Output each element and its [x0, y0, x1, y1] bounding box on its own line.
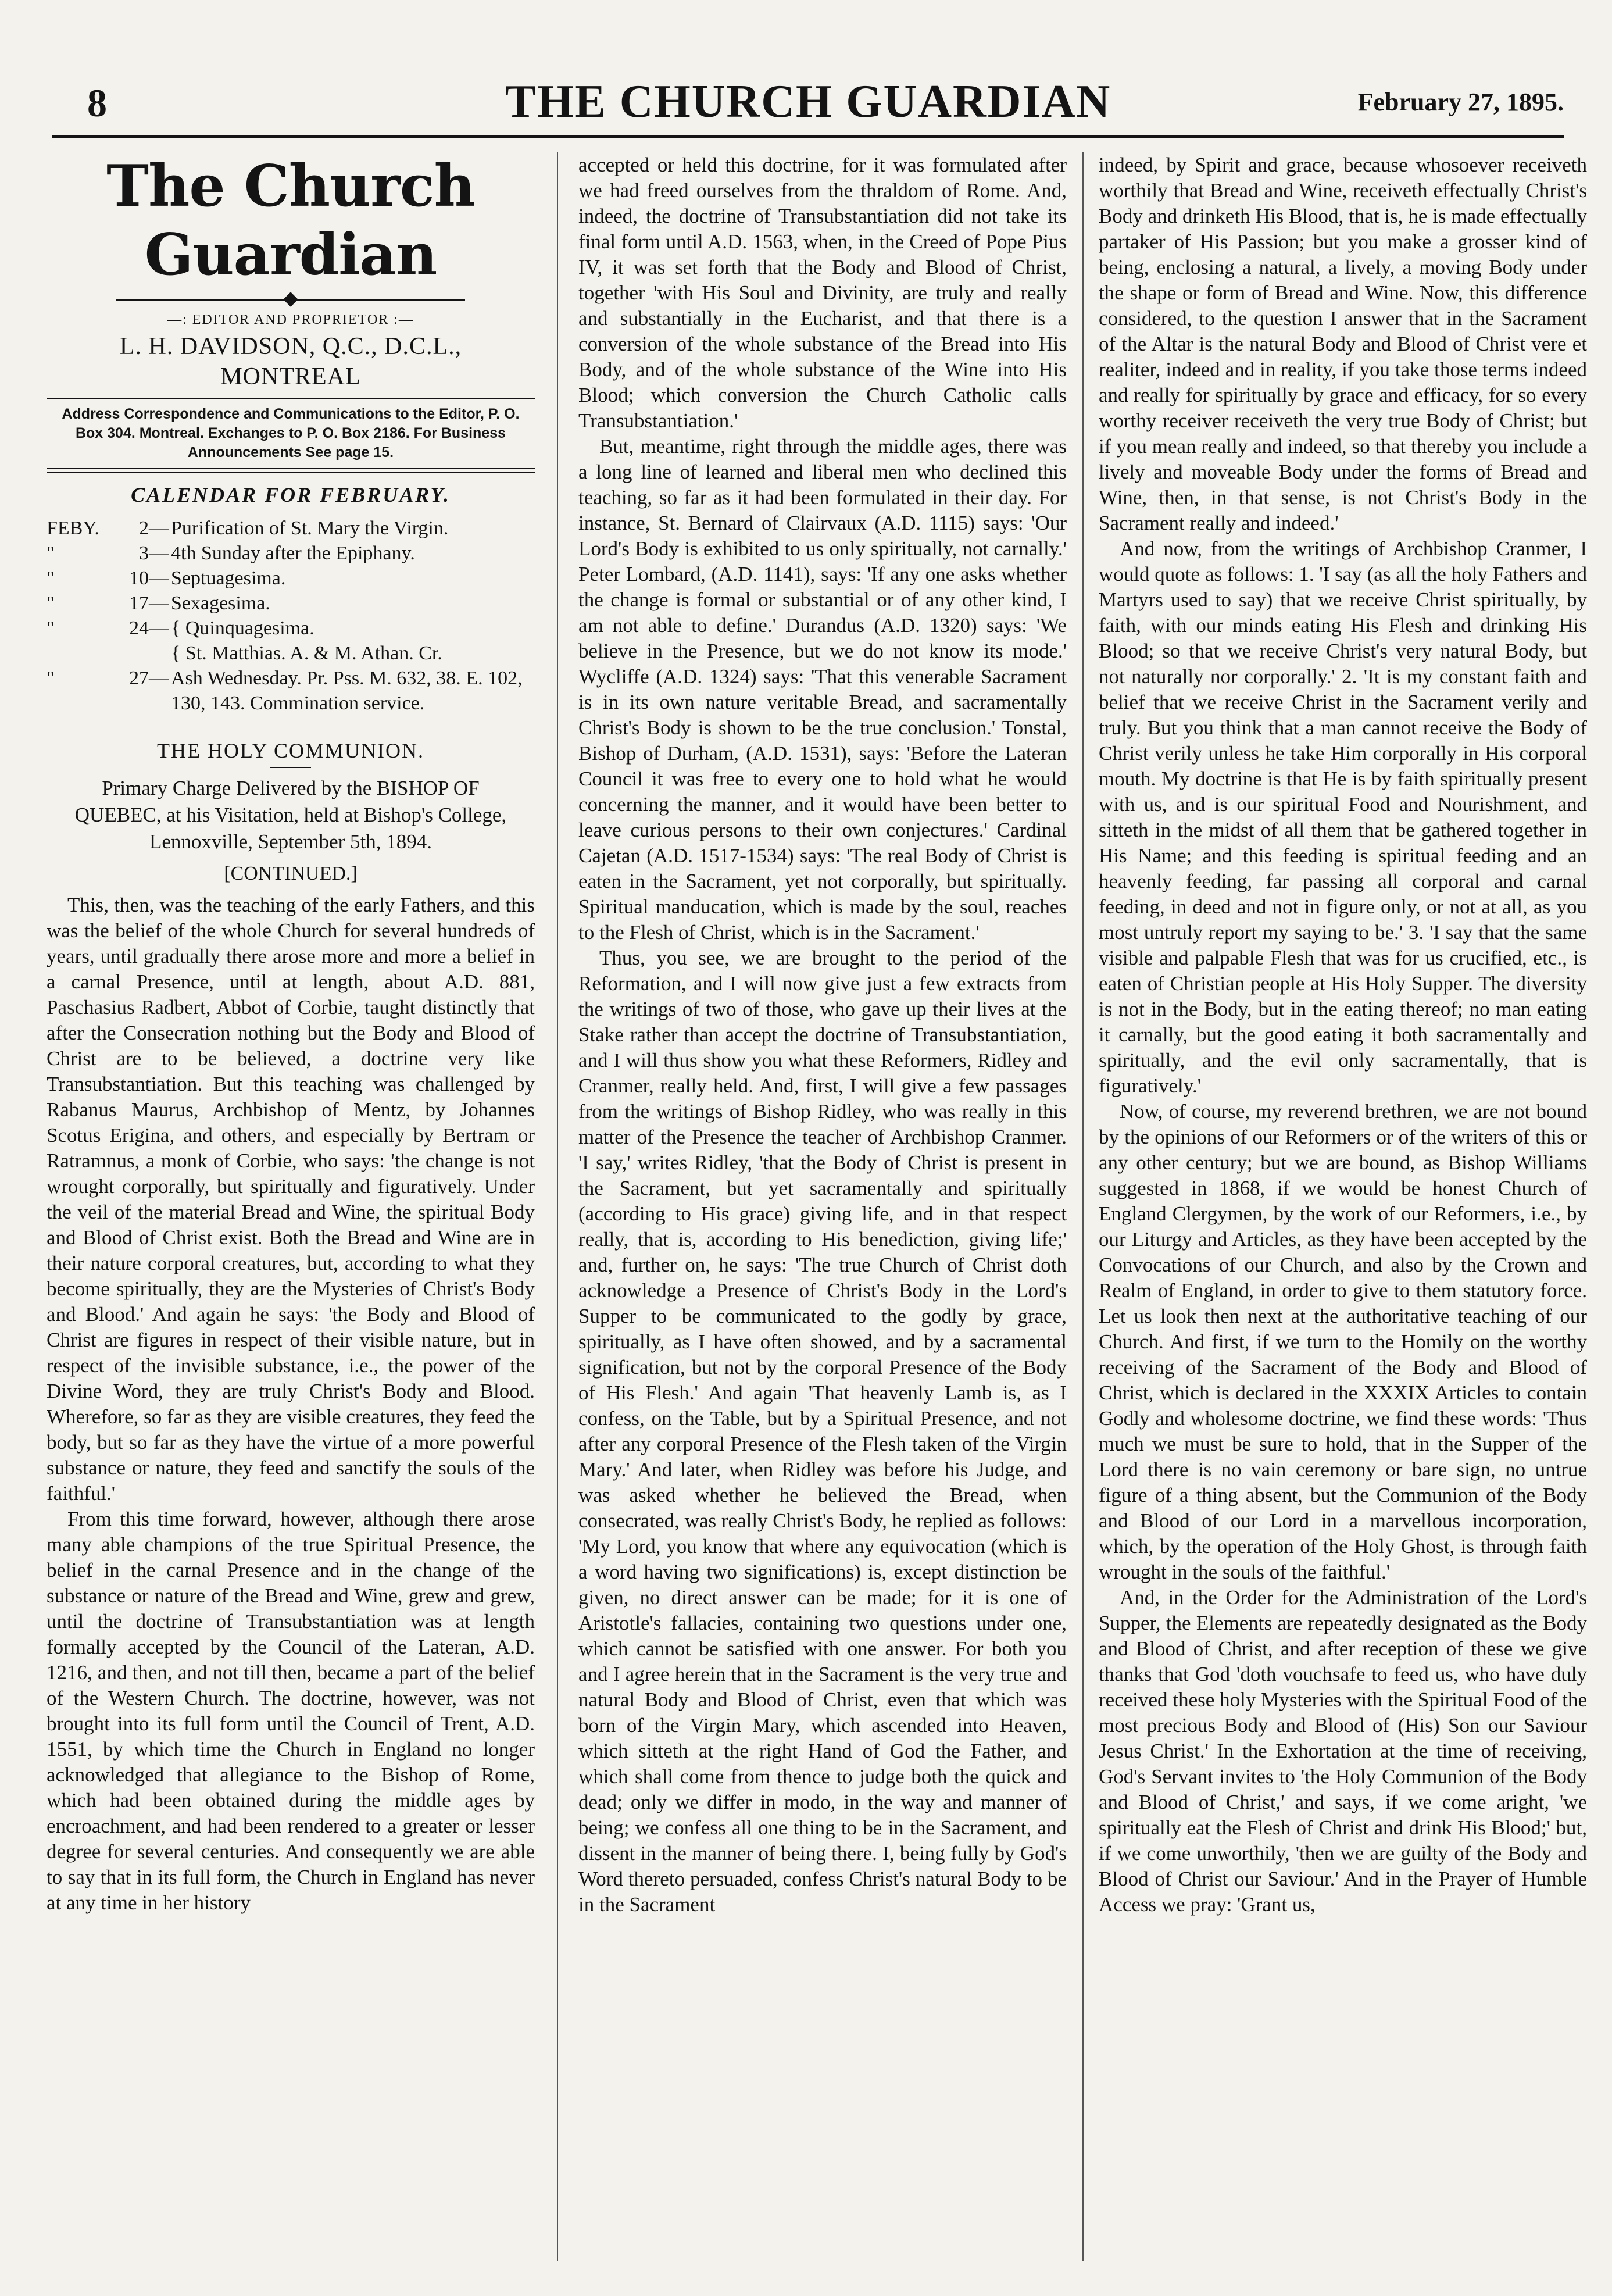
article-paragraph: And, in the Order for the Administration of the Lord's Supper, the Elements are repeatedly designated as the Body and Blood of Christ, and after reception of these we give thanks that God 'doth vouchsafe to feed us, who have duly received these holy Mysteries with the Spiritual Food of the most precious Body and Blood of (His) Son our Saviour Jesus Christ.' In the Exhortation at the time of receiving, God's Servant invites to 'the Holy Communion of the Body and Blood of Christ,' and says, if we come aright, 'we spiritually eat the Flesh of Christ and drink His Blood;' but, if we come unworthily, 'then we are guilty of the Body and Blood of Christ our Saviour.' And in the Prayer of Humble Access we pray: 'Grant us,	[1099, 1586, 1587, 1916]
calendar-observance	[169, 516, 535, 541]
calendar-entry	[47, 541, 535, 566]
calendar-observance-text: { St. Matthias. A. & M. Athan. Cr.	[171, 642, 442, 664]
article-byline: Primary Charge Delivered by the BISHOP OF QUEBEC, at his Visitation, held at Bishop's College, Lennoxville, September 5th, 1894.	[74, 777, 507, 853]
article-paragraph: indeed, by Spirit and grace, because whosoever receiveth worthily that Bread and Wine, receiveth effectually Christ's Body and drinketh His Blood, that is, he is made effectually partaker of His Passion; but you make a grosser kind of being, enclosing a natural, a lively, a moving Body under the shape or form of Bread and Wine. Now, this difference considered, to the question I answer that in the Sacrament of the Altar is the natural Body and Blood of Christ vere et realiter, indeed and in reality, if you take those terms indeed and really for spiritually by grace and efficacy, for so every worthy receiver receiveth the very true Body of Christ; but if you mean really and indeed, so that thereby you include a lively and moveable Body under the forms of Bread and Wine, then, in that sense, is not Christ's Body in the Sacrament really and indeed.'	[1099, 153, 1587, 534]
calendar-day: 3—	[139, 542, 169, 564]
calendar-day: 2—	[139, 517, 169, 539]
editor-name: L. H. DAVIDSON, Q.C., D.C.L., MONTREAL	[119, 333, 462, 390]
masthead	[47, 152, 535, 473]
calendar-day: 17—	[129, 592, 169, 614]
calendar-month: "	[47, 567, 55, 589]
running-header	[52, 76, 1564, 134]
calendar-entry	[47, 666, 535, 716]
calendar-observance-text: Ash Wednesday. Pr. Pss. M. 632, 38. E. 102, 130, 143. Commination service.	[171, 667, 523, 714]
calendar-day: 10—	[129, 567, 169, 589]
calendar-observance-text: 4th Sunday after the Epiphany.	[171, 542, 415, 564]
divider	[47, 398, 535, 399]
column-divider	[1082, 152, 1084, 2261]
article-paragraph: accepted or held this doctrine, for it was formulated after we had freed ourselves from the thraldom of Rome. And, indeed, the doctrine of Transubstantiation did not take its final form until A.D. 1563, when, in the Creed of Pope Pius IV, it was set forth that the Body and Blood of Christ, together 'with His Soul and Divinity, are truly and really and substantially in the Eucharist, and that there is a conversion of the whole substance of the Bread into His Body, and of the whole substance of the Wine into His Blood; which conversion the Church Catholic calls Transubstantiation.'	[578, 153, 1067, 432]
header-rule	[52, 135, 1564, 138]
calendar-observance	[169, 616, 535, 666]
diamond-ornament-icon	[283, 292, 298, 306]
calendar-day: 27—	[129, 667, 169, 689]
column-3-text	[1099, 152, 1587, 1918]
ornament-rule	[116, 294, 465, 306]
paper-name: THE CHURCH GUARDIAN	[505, 76, 1111, 127]
masthead-title: The Church Guardian	[106, 153, 475, 288]
continued-note: [CONTINUED.]	[224, 863, 358, 884]
article-paragraph: Now, of course, my reverend brethren, we are not bound by the opinions of our Reformers or of the writers of this or any other century; but we are bound, as Bishop Williams suggested in 1868, if we would be honest Church of England Clergymen, by the work of our Reformers, i.e., by our Liturgy and Articles, as they have been accepted by the Convocations of our Church, and also by the Crown and Realm of England, in order to give to them statutory force. Let us look then next at the authoritative teaching of our Church. And first, if we turn to the Homily on the worthy receiving of the Sacrament of the Body and Blood of Christ, which is declared in the XXXIX Articles to contain Godly and wholesome doctrine, we find these words: 'Thus much we must be sure to hold, that in the Supper of the Lord there is no vain ceremony or bare sign, no untrue figure of a thing absent, but the Communion of the Body and Blood of our Lord in a marvellous incorporation, which, by the operation of the Holy Ghost, is through faith wrought in the souls of the faithful.'	[1099, 1100, 1587, 1583]
calendar-observance	[169, 566, 535, 591]
calendar-observance-text: Sexagesima.	[171, 592, 270, 614]
editor-label: —: EDITOR AND PROPRIETOR :—	[167, 312, 414, 327]
article-paragraph: This, then, was the teaching of the early Fathers, and this was the belief of the whole Church for several hundreds of years, until gradually there arose more and more a belief in a carnal Presence, until at length, about A.D. 881, Paschasius Radbert, Abbot of Corbie, taught distinctly that after the Consecration nothing but the Body and Blood of Christ are to be believed, a doctrine very like Transubstantiation. But this teaching was challenged by Rabanus Maurus, Archbishop of Mentz, by Johannes Scotus Erigina, and others, and especially by Bertram or Ratramnus, a monk of Corbie, who says: 'the change is not wrought corporally, but spiritually and figuratively. Under the veil of the material Bread and Wine, the spiritual Body and Blood of Christ exist. Both the Bread and Wine are in their nature corporal creatures, but, according to what they become spiritually, they are the Mysteries of Christ's Body and Blood.' And again he says: 'the Body and Blood of Christ are figures in respect of their visible nature, but in respect of the invisible substance, i.e., the power of the Divine Word, they are truly Christ's Body and Blood. Wherefore, so far as they are visible creatures, they feed the body, but so far as they have the virtue of a more powerful substance or nature, they feed and sanctify the souls of the faithful.'	[47, 894, 535, 1505]
address-notice: Address Correspondence and Communications to the Editor, P. O. Box 304. Montreal. Exchanges to P. O. Box 2186. For Business Announcements See page 15.	[62, 406, 520, 460]
article-paragraph: But, meantime, right through the middle ages, there was a long line of learned and liberal men who declined this teaching, so far as it had been formulated in their day. For instance, St. Bernard of Clairvaux (A.D. 1115) says: 'Our Lord's Body is exhibited to us only spiritually, not carnally.' Peter Lombard, (A.D. 1141), says: 'If any one asks whether the change is formal or substantial or of any other kind, I am not able to define.' Durandus (A.D. 1320) says: 'We believe in the Presence, but we do not know its mode.' Wycliffe (A.D. 1324) says: 'That this venerable Sacrament is in its own nature veritable Bread, and sacramentally Christ's Body is shown to be the true conclusion.' Tonstal, Bishop of Durham, (A.D. 1531), says: 'Before the Lateran Council it was free to every one to hold what he would concerning the manner, and it would have been better to leave curious persons to their own conjectures.' Cardinal Cajetan (A.D. 1517-1534) says: 'The real Body of Christ is eaten in the Sacrament, yet not corporally, but spiritually. Spiritual manducation, which is made by the soul, reaches to the Flesh of Christ, which is in the Sacrament.'	[578, 435, 1067, 944]
calendar-month: "	[47, 542, 55, 564]
calendar-observance	[169, 666, 535, 716]
calendar-observance-text: Purification of St. Mary the Virgin.	[171, 517, 449, 539]
calendar-month: "	[47, 617, 55, 639]
double-divider	[47, 468, 535, 473]
calendar-entry	[47, 616, 535, 666]
calendar-month: FEBY.	[47, 517, 100, 539]
article-paragraph: Thus, you see, we are brought to the period of the Reformation, and I will now give just a few extracts from the writings of two of those, who gave up their lives at the Stake rather than accept the doctrine of Transubstantiation, and I will thus show you what these Reformers, Ridley and Cranmer, really held. And, first, I will give a few passages from the writings of Bishop Ridley, who was really in this matter of the Presence the teacher of Archbishop Cranmer. 'I say,' writes Ridley, 'that the Body of Christ is present in the Sacrament, but yet sacramentally and spiritually (according to His grace) giving life, and in that respect really, that is, according to His benediction, giving life;' and, further on, he says: 'The true Church of Christ doth acknowledge a Presence of Christ's Body in the Lord's Supper to be communicated to the godly by grace, spiritually, as I have often showed, and by a sacramental signification, but not by the corporal Presence of the Body of His Flesh.' And again 'That heavenly Lamb is, as I confess, on the Table, but by a Spiritual Presence, and not after any corporal Presence of the Flesh taken of the Virgin Mary.' And later, when Ridley was before his Judge, and was asked whether he believed the Bread, when consecrated, was really Christ's Body, he replied as follows: 'My Lord, you know that where any equivocation (which is a word having two significations) is, except distinction be given, no direct answer can be made; for it is one of Aristotle's fallacies, containing two questions under one, which cannot be satisfied with one answer. For both you and I agree herein that in the Sacrament is the very true and natural Body and Blood of Christ, even that which was born of the Virgin Mary, which ascended into Heaven, which sitteth at the right Hand of God the Father, and which shall come from thence to judge both the quick and dead; only we differ in modo, in the way and manner of being; we confess all one thing to be in the Sacrament, and dissent in the manner of being there. I, being fully by God's Word thereto persuaded, confess Christ's natural Body to be in the Sacrament	[578, 947, 1067, 1916]
calendar-month: "	[47, 592, 55, 614]
column-2	[578, 152, 1067, 2273]
column-3	[1099, 152, 1587, 2273]
column-2-text	[578, 152, 1067, 1918]
calendar-entry	[47, 516, 535, 541]
page-number: 8	[87, 81, 107, 125]
calendar-day: 24—	[129, 617, 169, 639]
calendar-title: CALENDAR FOR FEBRUARY.	[131, 483, 451, 506]
issue-date: February 27, 1895.	[1357, 88, 1564, 116]
column-1	[47, 152, 535, 2273]
article-paragraph: And now, from the writings of Archbishop Cranmer, I would quote as follows: 1. 'I say (as all the holy Fathers and Martyrs used to say) that we receive Christ spiritually, by faith, with our minds eating His Flesh and drinking His Blood; so that we receive Christ's very natural Body, but not naturally nor corporally.' 2. 'It is my constant faith and belief that we receive Christ in the Sacrament verily and truly. But you think that a man cannot receive the Body of Christ verily unless he take Him corporally in His corporal mouth. My doctrine is that He is by faith spiritually present with us, and is our spiritual Food and Nourishment, and sitteth in the midst of all them that be gathered together in His Name; and this feeding is spiritual feeding and an heavenly feeding, far passing all corporal and carnal feeding, in deed and not in figure only, or not at all, as you most untruly report my saying to be.' 3. 'I say that the same visible and palpable Flesh that was for us crucified, etc., is eaten of Christian people at His Holy Supper. The diversity is not in the Body, but in the eating thereof; no man eating it carnally, but the good eating it both sacramentally and spiritually, and the evil only sacramentally, that is figuratively.'	[1099, 537, 1587, 1097]
calendar-observance-text: Septuagesima.	[171, 567, 286, 589]
divider	[270, 767, 311, 768]
article-title: THE HOLY COMMUNION.	[156, 739, 425, 762]
article-paragraph: From this time forward, however, although there arose many able champions of the true Spiritual Presence, the belief in the carnal Presence and in the change of the substance or nature of the Bread and Wine, grew and grew, until the doctrine of Transubstantiation was at length formally accepted by the Council of the Lateran, A.D. 1216, and then, and not till then, became a part of the belief of the Western Church. The doctrine, however, was not brought into its full form until the Council of Trent, A.D. 1551, by which time the Church in England no longer acknowledged that allegiance to the Bishop of Rome, which had been obtained during the middle ages by encroachment, and had been rendered to a greater or lesser degree for several centuries. And consequently we are able to say that in its full form, the Church in England has never at any time in her history	[47, 1508, 535, 1914]
calendar	[47, 482, 535, 716]
calendar-observance	[169, 541, 535, 566]
calendar-observance	[169, 591, 535, 616]
calendar-entry	[47, 591, 535, 616]
calendar-list	[47, 516, 535, 716]
calendar-month: "	[47, 667, 55, 689]
column-1-text	[47, 892, 535, 1916]
calendar-observance-text: { Quinquagesima.	[171, 617, 314, 639]
calendar-entry	[47, 566, 535, 591]
column-divider	[557, 152, 558, 2261]
